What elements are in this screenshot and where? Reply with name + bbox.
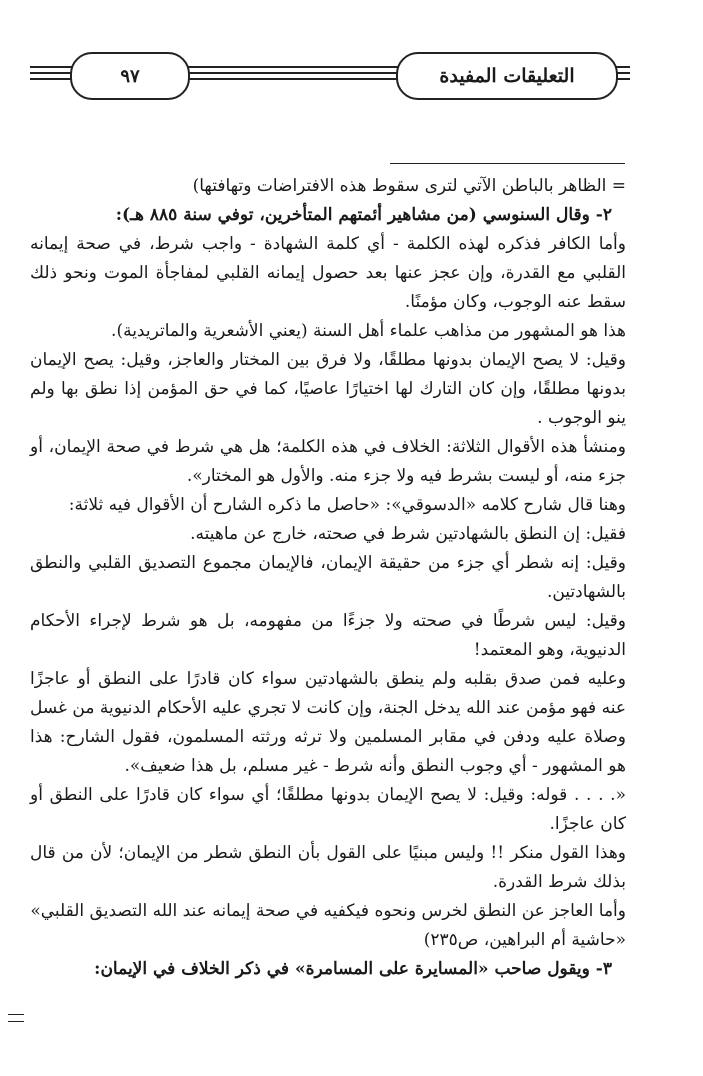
paragraph: = الظاهر بالباطن الآتي لترى سقوط هذه الافتراضات وتهافتها) [192,176,626,196]
margin-mark [8,1014,24,1022]
section-heading: ٢- وقال السنوسي (من مشاهير أئمتهم المتأخرين، توفي سنة ٨٨٥ هـ): [115,205,612,225]
paragraph: وقيل: ليس شرطًا في صحته ولا جزءًا من مفهومه، بل هو شرط لإجراء الأحكام الدنيوية، وهو المعتمد! [30,611,626,660]
paragraph: وهذا القول منكر !! وليس مبنيًا على القول بأن النطق شطر من الإيمان؛ لأن من قال بذلك شرط القدرة. [30,843,626,892]
citation: «حاشية أم البراهين، ص٢٣٥) [423,930,626,950]
paragraph: وقيل: إنه شطر أي جزء من حقيقة الإيمان، فالإيمان مجموع التصديق القلبي والنطق بالشهادتين. [30,553,626,602]
footnote-separator [390,163,625,164]
running-title: التعليقات المفيدة [396,52,618,100]
paragraph: «. . . . قوله: وقيل: لا يصح الإيمان بدونها مطلقًا؛ أي سواء كان قادرًا على النطق أو كان عاجزًا. [30,785,626,834]
page-header [30,52,630,102]
section-heading: ٣- ويقول صاحب «المسايرة على المسامرة» في ذكر الخلاف في الإيمان: [94,959,612,979]
paragraph: وأما العاجز عن النطق لخرس ونحوه فيكفيه في صحة إيمانه عند الله التصديق القلبي» [30,901,626,921]
paragraph: وهنا قال شارح كلامه «الدسوقي»: «حاصل ما ذكره الشارح أن الأقوال فيه ثلاثة: [68,495,626,515]
page-number: ٩٧ [70,52,190,100]
paragraph: وقيل: لا يصح الإيمان بدونها مطلقًا، ولا فرق بين المختار والعاجز، وقيل: يصح الإيمان بدونها مطلقًا، وإن كان التارك لها اختيارًا عاصيًا، كما في حق المؤمن إذا نطق بها ولم ينو الوجوب . [30,350,626,428]
paragraph: فقيل: إن النطق بالشهادتين شرط في صحته، خارج عن ماهيته. [190,524,626,544]
paragraph: ومنشأ هذه الأقوال الثلاثة: الخلاف في هذه الكلمة؛ هل هي شرط في صحة الإيمان، أو جزء منه، أو ليست بشرط فيه ولا جزء منه. والأول هو المختار». [30,437,626,486]
paragraph: وأما الكافر فذكره لهذه الكلمة - أي كلمة الشهادة - واجب شرط، في صحة إيمانه القلبي مع القدرة، وإن عجز عنها بعد حصول إيمانه القلبي لمفاجأة الموت ونحو ذلك سقط عنه الوجوب، وكان مؤمنًا. [30,234,626,312]
page-body [30,172,626,984]
paragraph: هذا هو المشهور من مذاهب علماء أهل السنة (يعني الأشعرية والماتريدية). [111,321,626,341]
paragraph: وعليه فمن صدق بقلبه ولم ينطق بالشهادتين سواء كان قادرًا على النطق أو عاجزًا عنه فهو مؤمن عند الله يدخل الجنة، وإن كانت لا تجري عليه الأحكام الدنيوية من غسل وصلاة عليه ودفن في مقابر المسلمين ولا ترثه ورثته المسلمون، فقول الشارح: هذا هو المشهور - أي وجوب النطق وأنه شرط - غير مسلم، بل هذا ضعيف». [30,669,626,776]
